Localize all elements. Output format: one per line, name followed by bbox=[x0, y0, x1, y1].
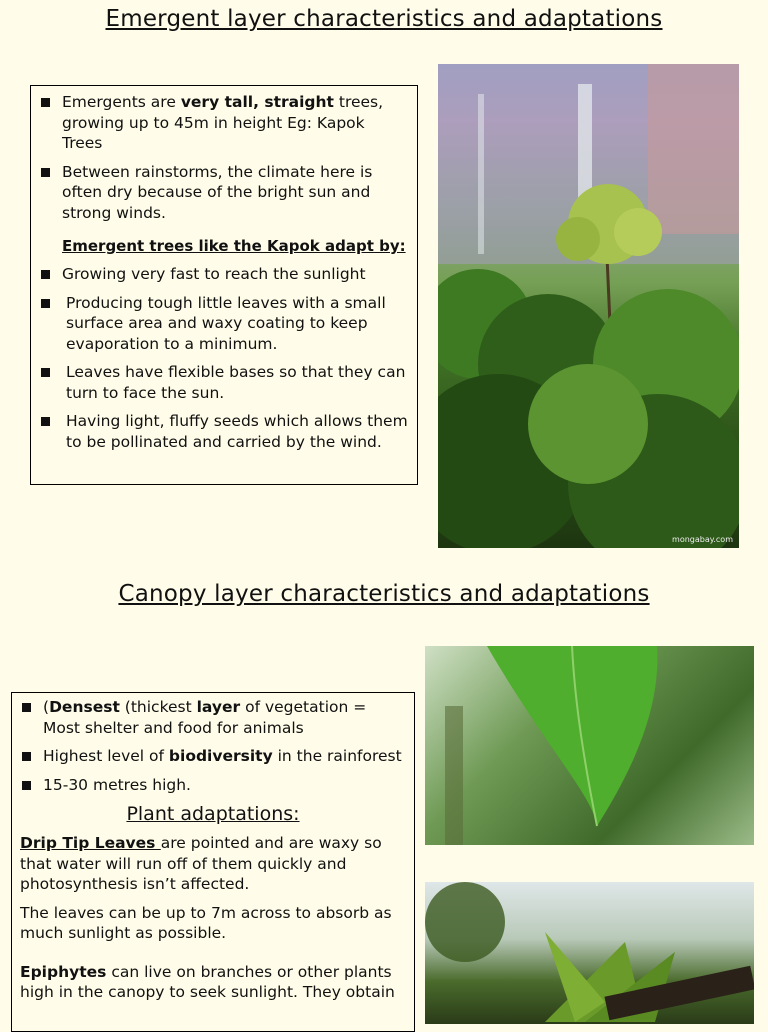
list-item bbox=[20, 697, 406, 738]
bold-text: layer bbox=[196, 698, 241, 716]
bold-text: very tall, straight bbox=[180, 93, 334, 111]
text: (thickest bbox=[119, 698, 197, 716]
emergent-layer-photo bbox=[438, 64, 739, 548]
list-item: Growing very fast to reach the sunlight bbox=[39, 264, 409, 285]
canopy-text-box bbox=[11, 692, 415, 1032]
list-item: 15-30 metres high. bbox=[20, 775, 406, 796]
text: Emergents are bbox=[62, 93, 181, 111]
text: ( bbox=[43, 698, 50, 716]
rainforest-illustration bbox=[438, 64, 739, 548]
leaves-paragraph: The leaves can be up to 7m across to absorb as much sunlight as possible. bbox=[20, 903, 392, 942]
list-item: Between rainstorms, the climate here is often dry because of the bright sun and strong winds. bbox=[39, 162, 409, 224]
photo-credit: mongabay.com bbox=[672, 535, 733, 544]
leaf-illustration bbox=[425, 646, 754, 845]
emergent-text-box bbox=[30, 85, 418, 485]
list-item bbox=[39, 92, 409, 154]
text: in the rainforest bbox=[272, 747, 402, 765]
drip-tip-paragraph bbox=[20, 833, 406, 895]
list-item: Having light, fluffy seeds which allows them to be pollinated and carried by the wind. bbox=[39, 411, 409, 452]
emergent-title: Emergent layer characteristics and adaptations bbox=[105, 6, 663, 32]
text: Highest level of bbox=[43, 747, 169, 765]
epiphytes-term: Epiphytes bbox=[20, 962, 107, 981]
text: can live on branches or other plants high in the canopy to seek sunlight. They obtain bbox=[20, 962, 395, 1001]
text: are pointed and are waxy so that water will run off of them quickly and photosynthesis isn’t affected. bbox=[20, 834, 382, 893]
drip-tip-term: Drip Tip Leaves bbox=[20, 834, 161, 852]
epiphytes-paragraph bbox=[20, 962, 406, 1003]
canopy-characteristics-list bbox=[20, 697, 406, 795]
emergent-characteristics-list bbox=[39, 92, 409, 223]
list-item bbox=[20, 746, 406, 767]
bold-text: Densest bbox=[49, 698, 120, 716]
emergent-adaptations-list bbox=[39, 264, 409, 452]
list-item: Leaves have flexible bases so that they can turn to face the sun. bbox=[39, 362, 409, 403]
plant-adaptations-heading: Plant adaptations: bbox=[126, 803, 300, 825]
text: trees, growing up to 45m in height Eg: Kapok Trees bbox=[62, 93, 384, 152]
text: of vegetation = Most shelter and food for animals bbox=[43, 698, 367, 737]
list-item: Producing tough little leaves with a small surface area and waxy coating to keep evaporation to a minimum. bbox=[39, 293, 409, 355]
epiphyte-illustration bbox=[425, 882, 754, 1024]
bold-text: biodiversity bbox=[168, 747, 273, 765]
emergent-adaptations-subheading: Emergent trees like the Kapok adapt by: bbox=[62, 237, 406, 255]
epiphyte-photo bbox=[425, 882, 754, 1024]
canopy-title: Canopy layer characteristics and adaptations bbox=[118, 581, 650, 607]
drip-tip-leaf-photo bbox=[425, 646, 754, 845]
